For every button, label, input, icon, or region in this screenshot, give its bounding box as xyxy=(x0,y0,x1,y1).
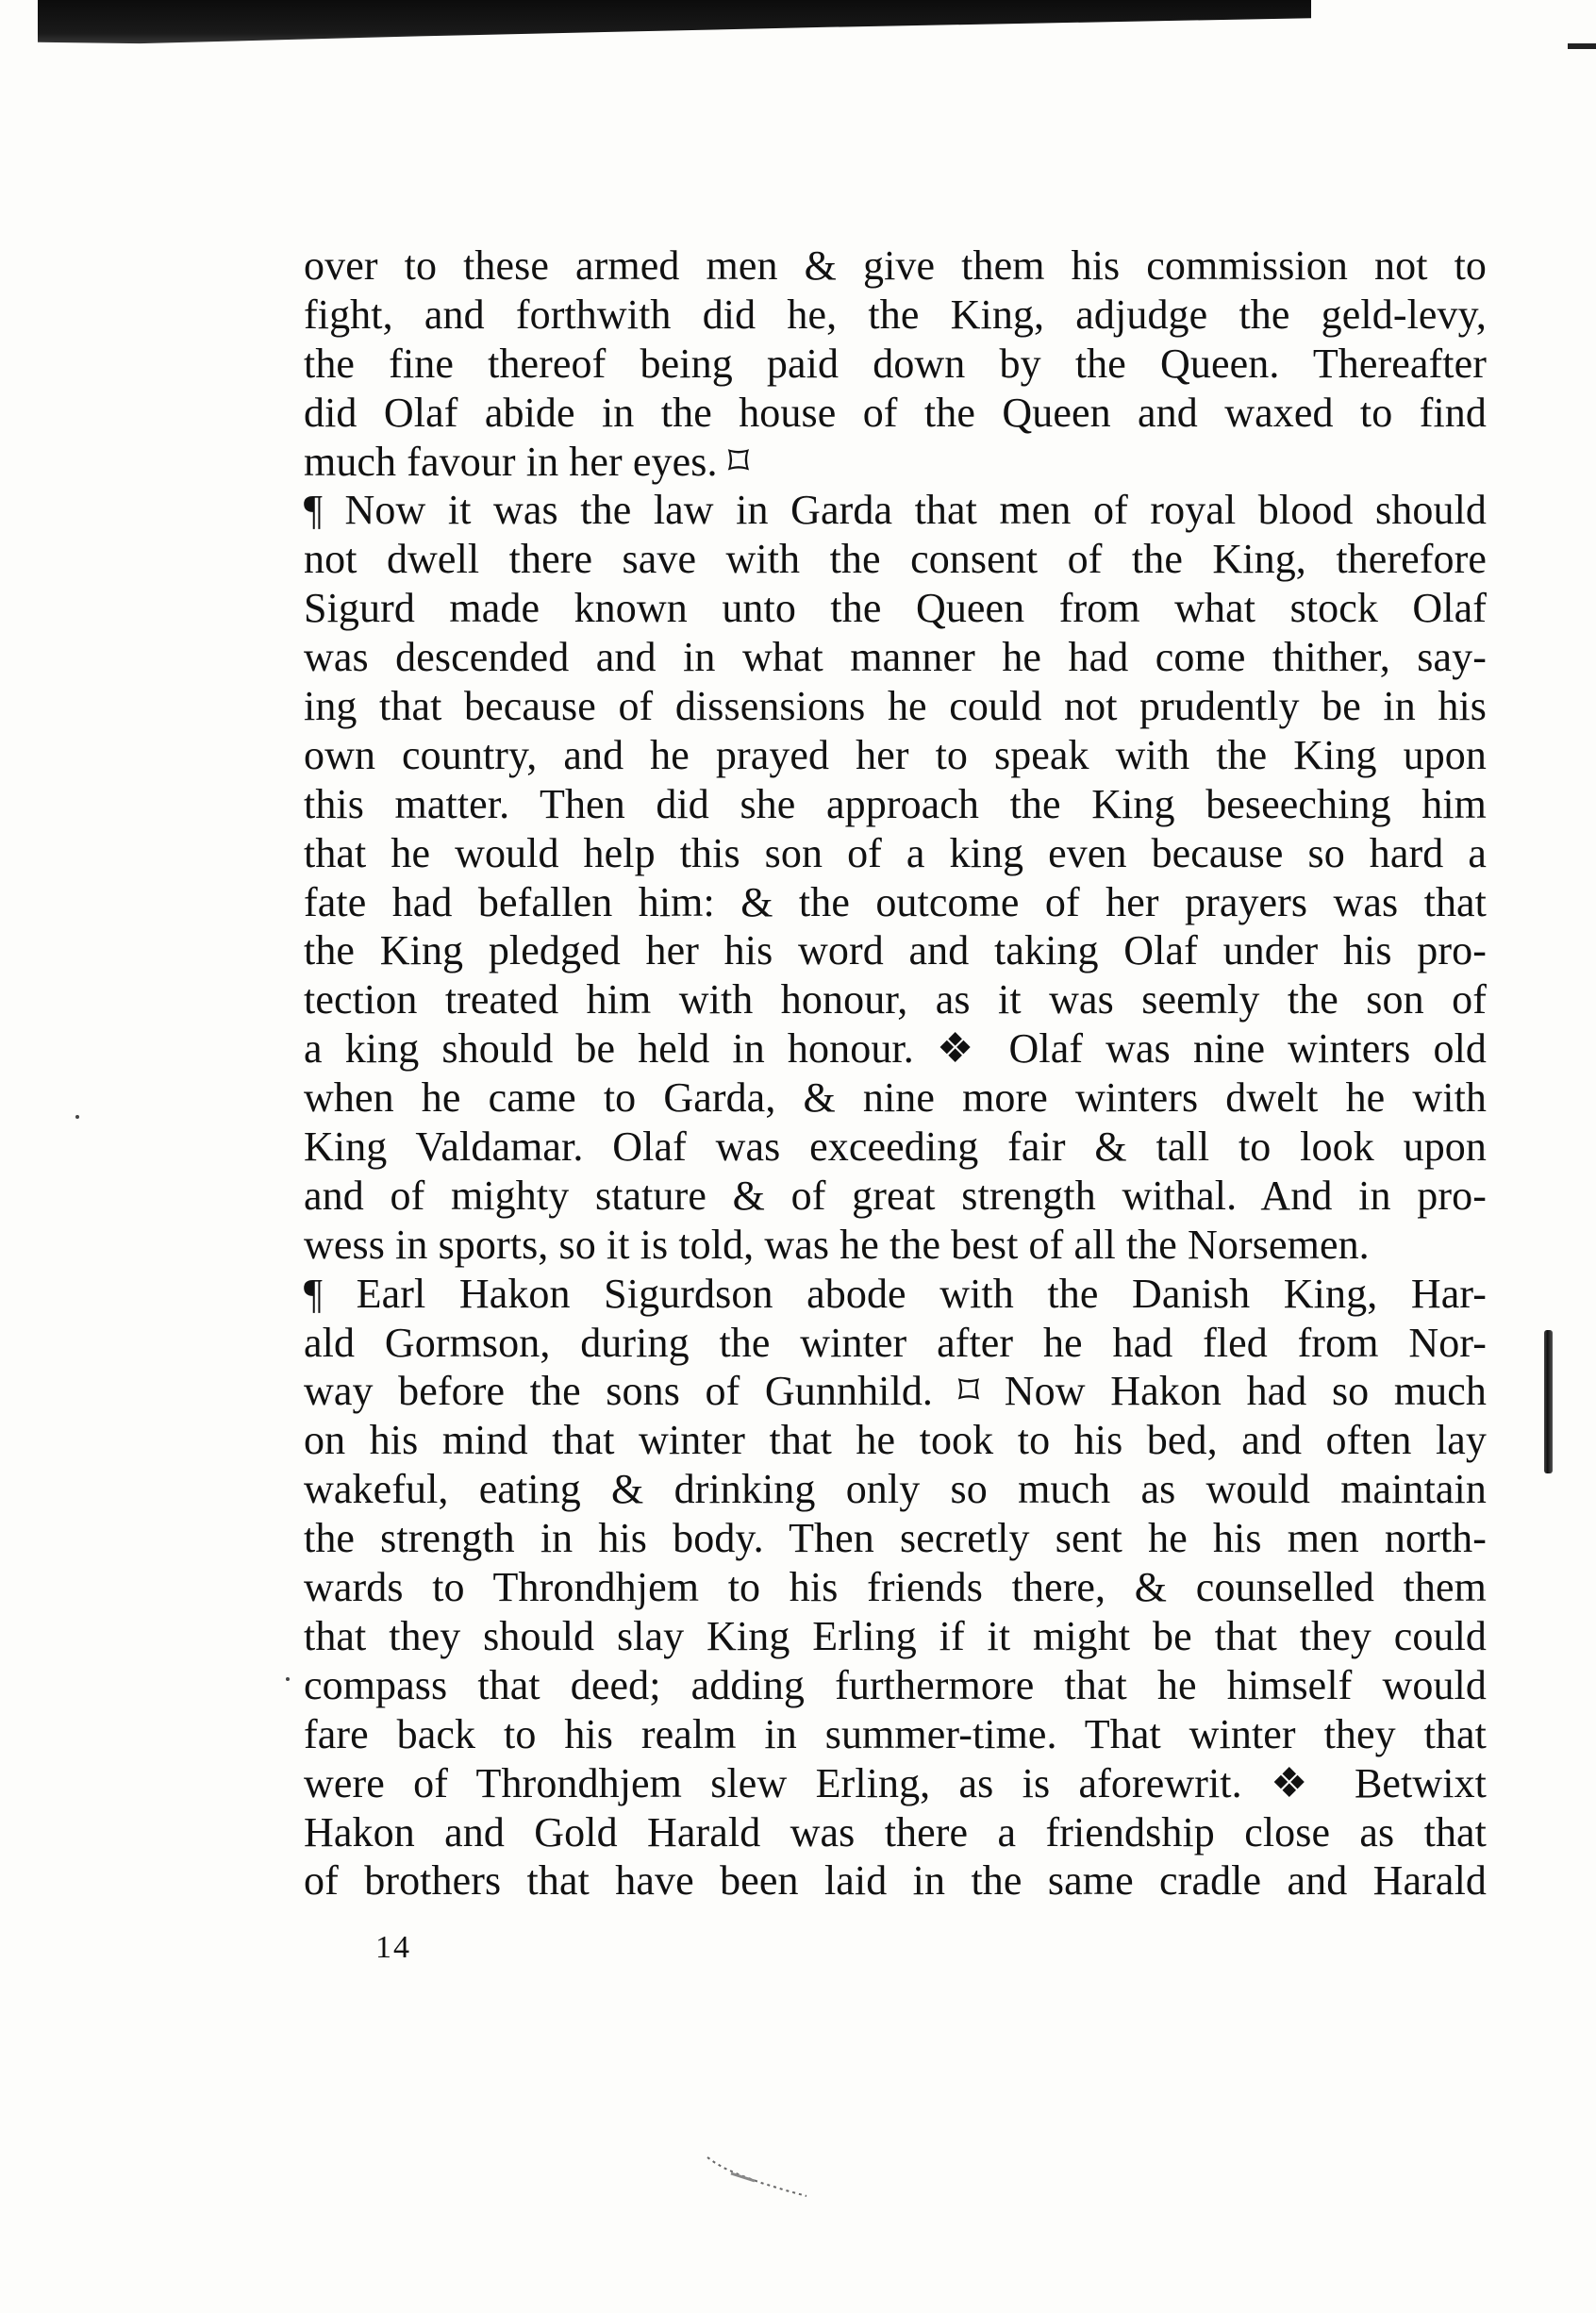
text-line: Hakon and Gold Harald was there a friendship close as that xyxy=(304,1808,1487,1855)
text-line: way before the sons of Gunnhild. ⌑ Now Hakon had so much xyxy=(304,1368,1487,1415)
text-line: fight, and forthwith did he, the King, adjudge the geld-levy, xyxy=(304,291,1487,338)
text-line: wards to Throndhjem to his friends there, & counselled them xyxy=(304,1564,1487,1611)
text-line: not dwell there save with the consent of the King, therefore xyxy=(304,536,1487,583)
text-line: that they should slay King Erling if it might be that they could xyxy=(304,1612,1487,1659)
text-line: fate had befallen him: & the outcome of her prayers was that xyxy=(304,878,1487,925)
text-line: over to these armed men & give them his commission not to xyxy=(304,242,1487,289)
text-line: fare back to his realm in summer-time. That winter they that xyxy=(304,1710,1487,1757)
text-line: of brothers that have been laid in the same cradle and Harald xyxy=(304,1857,1487,1905)
text-line: were of Throndhjem slew Erling, as is aforewrit. ❖ Betwixt xyxy=(304,1759,1487,1806)
text-line: the King pledged her his word and taking Olaf under his pro- xyxy=(304,927,1487,974)
text-line: ¶ Now it was the law in Garda that men of royal blood should xyxy=(304,487,1487,534)
text-line: ing that because of dissensions he could not prudently be in his xyxy=(304,683,1487,730)
scan-artifact-smudge xyxy=(703,2153,816,2200)
text-line: ald Gormson, during the winter after he had fled from Nor- xyxy=(304,1319,1487,1366)
text-line: and of mighty stature & of great strength withal. And in pro- xyxy=(304,1172,1487,1219)
text-line: own country, and he prayed her to speak with the King upon xyxy=(304,731,1487,778)
text-line: King Valdamar. Olaf was exceeding fair & tall to look upon xyxy=(304,1123,1487,1171)
text-line: wakeful, eating & drinking only so much as would maintain xyxy=(304,1466,1487,1513)
text-line: on his mind that winter that he took to his bed, and often lay xyxy=(304,1417,1487,1464)
scan-artifact-corner-mark xyxy=(1568,43,1596,49)
text-line: that he would help this son of a king even because so hard a xyxy=(304,829,1487,876)
scan-artifact-edge-mark xyxy=(1544,1330,1553,1473)
text-line: tection treated him with honour, as it was seemly the son of xyxy=(304,976,1487,1023)
text-line: this matter. Then did she approach the King beseeching him xyxy=(304,780,1487,827)
text-line: when he came to Garda, & nine more winters dwelt he with xyxy=(304,1074,1487,1122)
text-line: ¶ Earl Hakon Sigurdson abode with the Danish King, Har- xyxy=(304,1270,1487,1317)
scan-artifact-speck xyxy=(75,1115,79,1119)
text-line: was descended and in what manner he had come thither, say- xyxy=(304,634,1487,681)
scan-artifact-speck xyxy=(286,1677,290,1681)
text-line: compass that deed; adding furthermore that he himself would xyxy=(304,1661,1487,1708)
text-line: the fine thereof being paid down by the Queen. Thereafter xyxy=(304,340,1487,387)
text-line: the strength in his body. Then secretly sent he his men north- xyxy=(304,1515,1487,1562)
text-line: did Olaf abide in the house of the Queen and waxed to find xyxy=(304,389,1487,436)
text-line: a king should be held in honour. ❖ Olaf was nine winters old xyxy=(304,1025,1487,1073)
page-number: 14 xyxy=(375,1930,411,1965)
text-line: wess in sports, so it is told, was he the best of all the Norsemen. xyxy=(304,1221,1370,1268)
text-line: much favour in her eyes. ⌑ xyxy=(304,438,750,485)
body-text xyxy=(304,241,1487,1905)
scan-artifact-top-bar xyxy=(38,0,1311,60)
text-line: Sigurd made known unto the Queen from what stock Olaf xyxy=(304,585,1487,632)
